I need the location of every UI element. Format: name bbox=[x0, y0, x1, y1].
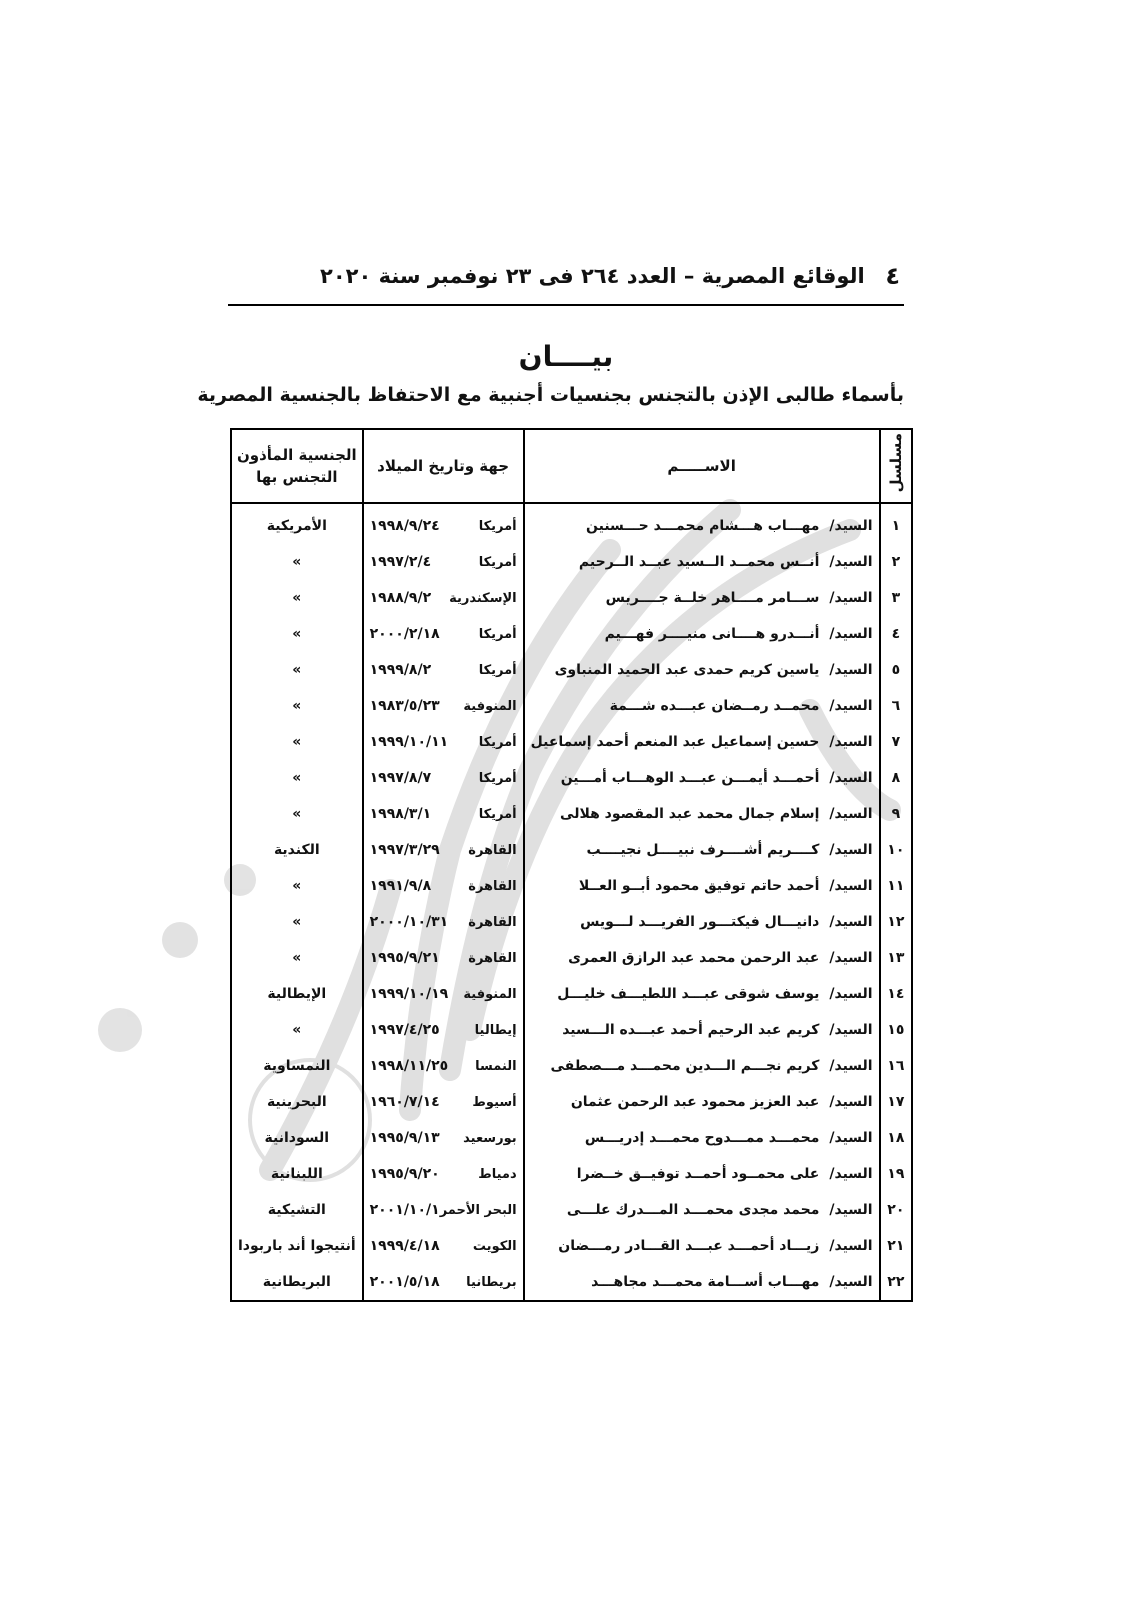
name-cell bbox=[524, 904, 880, 940]
name-cell bbox=[524, 503, 880, 544]
birth-place: أمريكا bbox=[478, 662, 517, 678]
name-cell bbox=[524, 832, 880, 868]
table-row bbox=[231, 976, 912, 1012]
serial-cell: ١٥ bbox=[880, 1012, 913, 1048]
table-row bbox=[231, 1156, 912, 1192]
name-cell bbox=[524, 724, 880, 760]
person-name: يوسف شوقى عبـــد اللطيـــف خليـــل bbox=[557, 986, 820, 1002]
page-number: ٤ bbox=[885, 262, 900, 290]
name-cell bbox=[524, 1192, 880, 1228]
name-cell bbox=[524, 1120, 880, 1156]
birth-cell bbox=[363, 796, 524, 832]
honorific: السيد/ bbox=[829, 554, 873, 570]
birth-place: النمسا bbox=[475, 1058, 517, 1074]
birth-place: أمريكا bbox=[478, 806, 517, 822]
nationality-cell: » bbox=[292, 734, 302, 750]
birth-cell bbox=[363, 544, 524, 580]
birth-place: الكويت bbox=[472, 1238, 517, 1254]
birth-date: ٢٠٠١/٥/١٨ bbox=[369, 1274, 440, 1290]
person-name: محمـــد ممـــدوح محمـــد إدريـــس bbox=[584, 1130, 820, 1146]
nationality-cell: » bbox=[292, 698, 302, 714]
birth-cell bbox=[363, 904, 524, 940]
serial-cell: ٣ bbox=[880, 580, 913, 616]
person-name: كريم عبد الرحيم أحمد عبـــده الـــسيد bbox=[562, 1022, 820, 1038]
table-row bbox=[231, 1192, 912, 1228]
nationality-cell: التشيكية bbox=[267, 1202, 326, 1218]
header-nationality: الجنسية المأذون التجنس بها bbox=[231, 429, 363, 503]
serial-cell: ٥ bbox=[880, 652, 913, 688]
birth-cell bbox=[363, 688, 524, 724]
name-cell bbox=[524, 652, 880, 688]
birth-place: بريطانيا bbox=[466, 1274, 517, 1290]
birth-date: ١٩٩٩/١٠/١٩ bbox=[369, 986, 449, 1002]
birth-cell bbox=[363, 1228, 524, 1264]
serial-cell: ١٤ bbox=[880, 976, 913, 1012]
birth-cell bbox=[363, 503, 524, 544]
birth-place: الإسكندرية bbox=[449, 590, 517, 606]
honorific: السيد/ bbox=[829, 1022, 873, 1038]
table-row bbox=[231, 904, 912, 940]
birth-date: ٢٠٠٠/١٠/٣١ bbox=[369, 914, 449, 930]
birth-cell bbox=[363, 652, 524, 688]
nationality-cell: » bbox=[292, 806, 302, 822]
birth-date: ١٩٦٠/٧/١٤ bbox=[369, 1094, 440, 1110]
nationality-cell: اللبنانية bbox=[270, 1166, 323, 1182]
birth-place: أمريكا bbox=[478, 770, 517, 786]
birth-place: القاهرة bbox=[468, 950, 517, 966]
table-row bbox=[231, 580, 912, 616]
table-row bbox=[231, 503, 912, 544]
honorific: السيد/ bbox=[829, 518, 873, 534]
person-name: إسلام جمال محمد عبد المقصود هلالى bbox=[560, 806, 820, 822]
issue-line: الوقائع المصرية – العدد ٢٦٤ فى ٢٣ نوفمبر سنة ٢٠٢٠ bbox=[320, 264, 865, 288]
nationality-cell: » bbox=[292, 878, 302, 894]
table-row bbox=[231, 1228, 912, 1264]
birth-cell bbox=[363, 760, 524, 796]
name-cell bbox=[524, 1084, 880, 1120]
table-row bbox=[231, 1012, 912, 1048]
nationality-cell: الكندية bbox=[273, 842, 320, 858]
person-name: كريم نجـــم الـــدين محمـــد مـــصطفى bbox=[550, 1058, 820, 1074]
birth-place: المنوفية bbox=[463, 986, 517, 1002]
name-cell bbox=[524, 616, 880, 652]
honorific: السيد/ bbox=[829, 734, 873, 750]
person-name: عبد العزيز محمود عبد الرحمن عثمان bbox=[570, 1094, 820, 1110]
serial-cell: ٤ bbox=[880, 616, 913, 652]
birth-cell bbox=[363, 940, 524, 976]
table-row bbox=[231, 1084, 912, 1120]
nationality-cell: » bbox=[292, 770, 302, 786]
honorific: السيد/ bbox=[829, 770, 873, 786]
birth-date: ١٩٩٥/٩/٢١ bbox=[369, 950, 440, 966]
birth-cell bbox=[363, 1012, 524, 1048]
honorific: السيد/ bbox=[829, 986, 873, 1002]
person-name: دانيـــال فيكتـــور الفريـــد لـــويس bbox=[580, 914, 820, 930]
honorific: السيد/ bbox=[829, 914, 873, 930]
table-row bbox=[231, 1048, 912, 1084]
name-cell bbox=[524, 544, 880, 580]
birth-place: القاهرة bbox=[468, 914, 517, 930]
name-cell bbox=[524, 796, 880, 832]
table-row bbox=[231, 868, 912, 904]
header-serial: مسلسل bbox=[880, 429, 913, 503]
birth-place: المنوفية bbox=[463, 698, 517, 714]
birth-place: بورسعيد bbox=[463, 1130, 517, 1146]
person-name: زيـــاد أحمـــد عبـــد القـــادر رمـــضان bbox=[558, 1238, 820, 1254]
person-name: محمــد رمــضان عبـــده شـــمة bbox=[609, 698, 820, 714]
person-name: أحمـــد أيمـــن عبـــد الوهـــاب أمـــين bbox=[560, 770, 820, 786]
nationality-cell: السودانية bbox=[264, 1130, 330, 1146]
serial-cell: ١٨ bbox=[880, 1120, 913, 1156]
header-rule bbox=[228, 304, 904, 306]
nationality-cell: » bbox=[292, 554, 302, 570]
birth-place: إيطاليا bbox=[474, 1022, 517, 1038]
name-cell bbox=[524, 580, 880, 616]
honorific: السيد/ bbox=[829, 1274, 873, 1290]
person-name: أنـــدرو هــــانى منيــــر فهـــيم bbox=[604, 626, 820, 642]
serial-cell: ١٢ bbox=[880, 904, 913, 940]
birth-cell bbox=[363, 976, 524, 1012]
person-name: أحمد حاتم توفيق محمود أبــو العــلا bbox=[578, 878, 820, 894]
honorific: السيد/ bbox=[829, 662, 873, 678]
document-title: بيــــان bbox=[518, 340, 614, 373]
birth-place: أمريكا bbox=[478, 734, 517, 750]
name-cell bbox=[524, 940, 880, 976]
name-cell bbox=[524, 1048, 880, 1084]
nationality-cell: النمساوية bbox=[263, 1058, 331, 1074]
honorific: السيد/ bbox=[829, 878, 873, 894]
name-cell bbox=[524, 976, 880, 1012]
birth-date: ١٩٩٧/٤/٢٥ bbox=[369, 1022, 440, 1038]
name-cell bbox=[524, 1012, 880, 1048]
birth-date: ١٩٩٨/٣/١ bbox=[369, 806, 432, 822]
person-name: كــــريم أشــــرف نبيــــل نجيــــب bbox=[586, 842, 820, 858]
person-name: ياسين كريم حمدى عبد الحميد المنباوى bbox=[554, 662, 820, 678]
serial-cell: ٢١ bbox=[880, 1228, 913, 1264]
honorific: السيد/ bbox=[829, 842, 873, 858]
nationality-cell: البحرينية bbox=[266, 1094, 327, 1110]
person-name: على محمــود أحمــد توفيــق خــضرا bbox=[576, 1166, 820, 1182]
person-name: مهـــاب أســـامة محمـــد مجاهـــد bbox=[591, 1274, 820, 1290]
birth-cell bbox=[363, 616, 524, 652]
birth-cell bbox=[363, 1084, 524, 1120]
serial-cell: ٢٠ bbox=[880, 1192, 913, 1228]
table-row bbox=[231, 940, 912, 976]
page-header bbox=[228, 262, 904, 302]
honorific: السيد/ bbox=[829, 590, 873, 606]
table-row bbox=[231, 688, 912, 724]
honorific: السيد/ bbox=[829, 806, 873, 822]
birth-date: ١٩٨٨/٩/٢ bbox=[369, 590, 432, 606]
nationality-cell: » bbox=[292, 626, 302, 642]
nationality-cell: أنتيجوا أند باربودا bbox=[238, 1238, 356, 1254]
serial-cell: ٦ bbox=[880, 688, 913, 724]
person-name: ســـامر مــــاهر خلــة جــــريس bbox=[605, 590, 820, 606]
serial-cell: ١٣ bbox=[880, 940, 913, 976]
table-header-row bbox=[231, 429, 912, 503]
nationality-cell: الإيطالية bbox=[267, 986, 327, 1002]
birth-date: ١٩٩٧/٨/٧ bbox=[369, 770, 432, 786]
honorific: السيد/ bbox=[829, 1238, 873, 1254]
serial-cell: ٧ bbox=[880, 724, 913, 760]
birth-cell bbox=[363, 580, 524, 616]
serial-cell: ٢ bbox=[880, 544, 913, 580]
header-birth: جهة وتاريخ الميلاد bbox=[363, 429, 524, 503]
birth-date: ١٩٩٧/٣/٢٩ bbox=[369, 842, 440, 858]
birth-date: ١٩٩٥/٩/١٣ bbox=[369, 1130, 440, 1146]
serial-cell: ١٧ bbox=[880, 1084, 913, 1120]
person-name: محمد مجدى محمـــد المـــدرك علـــى bbox=[566, 1202, 820, 1218]
table-body bbox=[231, 503, 912, 1301]
honorific: السيد/ bbox=[829, 950, 873, 966]
birth-cell bbox=[363, 868, 524, 904]
nationality-cell: » bbox=[292, 950, 302, 966]
birth-cell bbox=[363, 832, 524, 868]
birth-place: القاهرة bbox=[468, 878, 517, 894]
serial-cell: ٢٢ bbox=[880, 1264, 913, 1301]
person-name: حسين إسماعيل عبد المنعم أحمد إسماعيل bbox=[530, 734, 820, 750]
table-row bbox=[231, 1120, 912, 1156]
person-name: مهـــاب هـــشام محمـــد حـــسنين bbox=[586, 518, 820, 534]
birth-date: ٢٠٠٠/٢/١٨ bbox=[369, 626, 440, 642]
birth-place: أسيوط bbox=[472, 1094, 517, 1110]
honorific: السيد/ bbox=[829, 626, 873, 642]
table-row bbox=[231, 796, 912, 832]
birth-date: ١٩٩١/٩/٨ bbox=[369, 878, 432, 894]
birth-date: ١٩٩٩/١٠/١١ bbox=[369, 734, 449, 750]
birth-date: ١٩٩٥/٩/٢٠ bbox=[369, 1166, 440, 1182]
birth-cell bbox=[363, 1264, 524, 1301]
nationality-cell: » bbox=[292, 914, 302, 930]
serial-cell: ١٠ bbox=[880, 832, 913, 868]
serial-cell: ١٩ bbox=[880, 1156, 913, 1192]
birth-place: أمريكا bbox=[478, 518, 517, 534]
nationality-cell: » bbox=[292, 590, 302, 606]
birth-place: أمريكا bbox=[478, 554, 517, 570]
birth-cell bbox=[363, 1156, 524, 1192]
table-row bbox=[231, 760, 912, 796]
table-row bbox=[231, 616, 912, 652]
honorific: السيد/ bbox=[829, 1058, 873, 1074]
table-row bbox=[231, 724, 912, 760]
serial-cell: ٨ bbox=[880, 760, 913, 796]
birth-date: ١٩٩٧/٢/٤ bbox=[369, 554, 432, 570]
nationality-cell: البريطانية bbox=[262, 1274, 331, 1290]
serial-cell: ١١ bbox=[880, 868, 913, 904]
header-name: الاســـــم bbox=[524, 429, 880, 503]
name-cell bbox=[524, 868, 880, 904]
name-cell bbox=[524, 760, 880, 796]
serial-cell: ١٦ bbox=[880, 1048, 913, 1084]
honorific: السيد/ bbox=[829, 1130, 873, 1146]
person-name: أنــس محمــد الــسيد عبــد الــرحيم bbox=[578, 554, 820, 570]
name-cell bbox=[524, 1264, 880, 1301]
serial-cell: ٩ bbox=[880, 796, 913, 832]
name-cell bbox=[524, 688, 880, 724]
honorific: السيد/ bbox=[829, 1166, 873, 1182]
birth-cell bbox=[363, 1048, 524, 1084]
honorific: السيد/ bbox=[829, 698, 873, 714]
birth-date: ١٩٩٨/١١/٢٥ bbox=[369, 1058, 449, 1074]
nationality-cell: » bbox=[292, 1022, 302, 1038]
birth-date: ١٩٩٩/٨/٢ bbox=[369, 662, 432, 678]
honorific: السيد/ bbox=[829, 1202, 873, 1218]
birth-cell bbox=[363, 724, 524, 760]
document-subtitle: بأسماء طالبى الإذن بالتجنس بجنسيات أجنبية مع الاحتفاظ بالجنسية المصرية bbox=[197, 384, 904, 406]
person-name: عبد الرحمن محمد عبد الرازق العمرى bbox=[568, 950, 820, 966]
nationality-cell: الأمريكية bbox=[266, 518, 327, 534]
honorific: السيد/ bbox=[829, 1094, 873, 1110]
birth-cell bbox=[363, 1120, 524, 1156]
birth-place: أمريكا bbox=[478, 626, 517, 642]
table-row bbox=[231, 544, 912, 580]
birth-date: ١٩٩٩/٤/١٨ bbox=[369, 1238, 440, 1254]
table-row bbox=[231, 832, 912, 868]
table-row bbox=[231, 652, 912, 688]
birth-date: ٢٠٠١/١٠/١ bbox=[369, 1202, 440, 1218]
name-cell bbox=[524, 1156, 880, 1192]
birth-date: ١٩٩٨/٩/٢٤ bbox=[369, 518, 440, 534]
birth-place: دمياط bbox=[478, 1166, 517, 1182]
birth-cell bbox=[363, 1192, 524, 1228]
table-row bbox=[231, 1264, 912, 1301]
name-cell bbox=[524, 1228, 880, 1264]
birth-place: البحر الأحمر bbox=[439, 1202, 517, 1218]
nationality-cell: » bbox=[292, 662, 302, 678]
birth-date: ١٩٨٣/٥/٢٣ bbox=[369, 698, 440, 714]
birth-place: القاهرة bbox=[468, 842, 517, 858]
applicants-table bbox=[230, 428, 913, 1302]
serial-cell: ١ bbox=[880, 503, 913, 544]
